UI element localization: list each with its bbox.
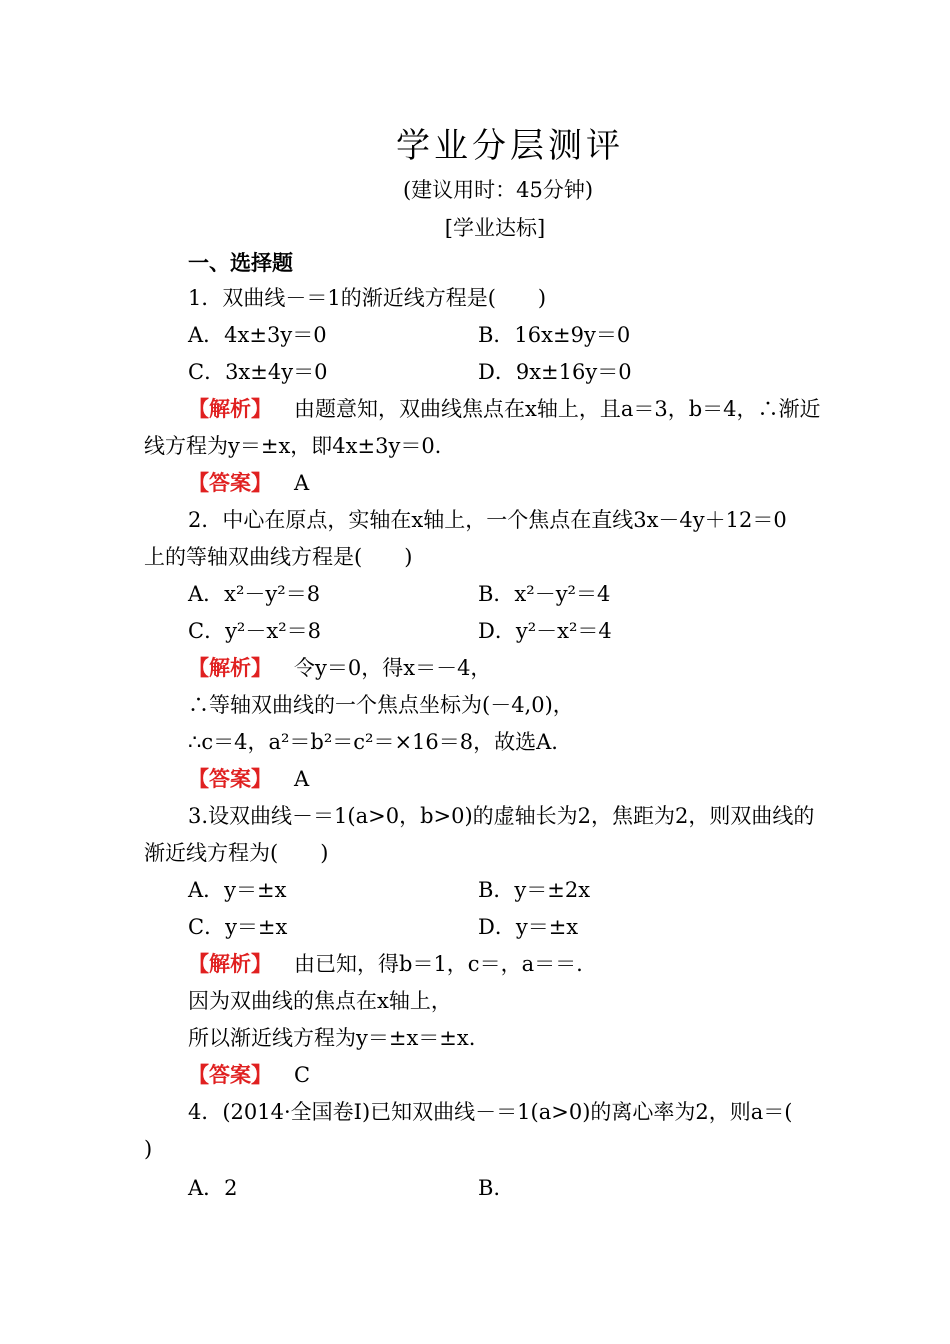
analysis-label: 【解析】 xyxy=(188,396,272,421)
q1-analysis xyxy=(188,395,821,423)
answer-label: 【答案】 xyxy=(188,766,272,791)
q2-answer xyxy=(188,765,309,793)
time-hint: (建议用时：45分钟) xyxy=(402,178,594,202)
q2-stem-cont: 上的等轴双曲线方程是( ) xyxy=(144,545,413,569)
q1-option-d: D．9x±16y＝0 xyxy=(478,360,632,384)
q2-option-b: B．x²－y²＝4 xyxy=(478,582,611,606)
q2-analysis-text: 令y＝0，得x＝－4， xyxy=(294,656,492,680)
q3-option-d: D．y＝±x xyxy=(478,915,579,939)
q4-option-b: B. xyxy=(478,1176,501,1200)
q1-stem: 1．双曲线－＝1的渐近线方程是( ) xyxy=(188,286,547,310)
q3-stem-cont: 渐近线方程为( ) xyxy=(144,841,329,865)
q4-option-a: A．2 xyxy=(188,1176,238,1200)
q3-option-a: A．y＝±x xyxy=(188,878,287,902)
answer-label: 【答案】 xyxy=(188,470,272,495)
q1-analysis-cont: 线方程为y＝±x，即4x±3y＝0. xyxy=(144,434,442,458)
section-tag: [学业达标] xyxy=(444,216,546,240)
q1-option-c: C．3x±4y＝0 xyxy=(188,360,328,384)
q3-analysis xyxy=(188,950,583,978)
analysis-label: 【解析】 xyxy=(188,951,272,976)
q4-stem-cont: ) xyxy=(144,1137,153,1161)
q3-answer-value: C xyxy=(294,1063,311,1087)
q3-stem: 3.设双曲线－＝1(a>0，b>0)的虚轴长为2，焦距为2，则双曲线的 xyxy=(188,804,815,828)
q2-analysis-line3: ∴c＝4，a²＝b²＝c²＝×16＝8，故选A. xyxy=(188,730,558,754)
q2-option-c: C．y²－x²＝8 xyxy=(188,619,321,643)
page-title: 学业分层测评 xyxy=(396,126,624,166)
q2-answer-value: A xyxy=(294,767,310,791)
q4-stem: 4．(2014·全国卷Ⅰ)已知双曲线－＝1(a>0)的离心率为2，则a＝( xyxy=(188,1100,793,1124)
q1-analysis-text: 由题意知，双曲线焦点在x轴上，且a＝3，b＝4，∴渐近 xyxy=(294,397,821,421)
analysis-label: 【解析】 xyxy=(188,655,272,680)
q3-option-c: C．y＝±x xyxy=(188,915,288,939)
q2-option-d: D．y²－x²＝4 xyxy=(478,619,612,643)
q3-analysis-line3: 所以渐近线方程为y＝±x＝±x. xyxy=(188,1026,476,1050)
q1-answer xyxy=(188,469,309,497)
q1-option-b: B．16x±9y＝0 xyxy=(478,323,631,347)
q2-analysis xyxy=(188,654,491,682)
answer-label: 【答案】 xyxy=(188,1062,272,1087)
q2-option-a: A．x²－y²＝8 xyxy=(188,582,321,606)
q2-analysis-line2: ∴等轴双曲线的一个焦点坐标为(－4,0)， xyxy=(188,693,574,717)
q2-stem: 2．中心在原点，实轴在x轴上，一个焦点在直线3x－4y＋12＝0 xyxy=(188,508,787,532)
q3-analysis-line2: 因为双曲线的焦点在x轴上， xyxy=(188,989,452,1013)
q1-option-a: A．4x±3y＝0 xyxy=(188,323,327,347)
q3-option-b: B．y＝±2x xyxy=(478,878,591,902)
q1-answer-value: A xyxy=(294,471,310,495)
q3-answer xyxy=(188,1061,310,1089)
q3-analysis-text: 由已知，得b＝1，c＝，a＝＝. xyxy=(294,952,583,976)
section-heading: 一、选择题 xyxy=(188,250,293,275)
